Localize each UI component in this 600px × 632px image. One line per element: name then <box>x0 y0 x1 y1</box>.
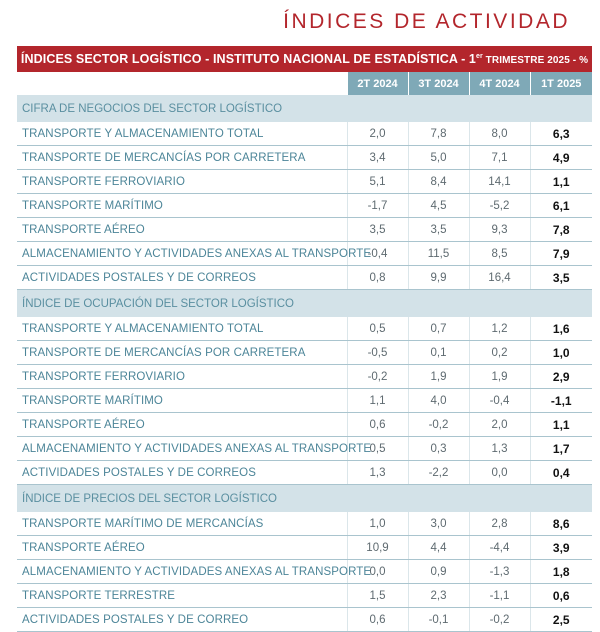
table-row <box>17 266 592 290</box>
table-row <box>17 317 592 341</box>
value-cell: 1,9 <box>408 365 469 389</box>
value-cell: -0,5 <box>347 341 408 365</box>
value-cell: 0,5 <box>347 317 408 341</box>
value-cell: 10,9 <box>347 536 408 560</box>
latest-value-cell: -1,1 <box>530 389 592 413</box>
value-cell: -0,2 <box>347 365 408 389</box>
value-cell: 14,1 <box>469 170 530 194</box>
value-cell: 1,0 <box>347 512 408 536</box>
value-cell: -4,4 <box>469 536 530 560</box>
value-cell: 0,6 <box>347 413 408 437</box>
row-label: TRANSPORTE MARÍTIMO <box>17 389 347 413</box>
value-cell: 0,8 <box>347 266 408 290</box>
latest-value-cell: 1,7 <box>530 437 592 461</box>
row-label: TRANSPORTE MARÍTIMO <box>17 194 347 218</box>
value-cell: -1,3 <box>469 560 530 584</box>
column-header-row <box>17 72 592 95</box>
value-cell: 3,0 <box>408 512 469 536</box>
indices-table <box>17 46 592 632</box>
row-label: ACTIVIDADES POSTALES Y DE CORREO <box>17 608 347 632</box>
value-cell: -0,4 <box>469 389 530 413</box>
table-row <box>17 536 592 560</box>
latest-value-cell: 1,1 <box>530 170 592 194</box>
table-row <box>17 413 592 437</box>
row-label: TRANSPORTE MARÍTIMO DE MERCANCÍAS <box>17 512 347 536</box>
table-row <box>17 170 592 194</box>
table-title-bar <box>17 46 592 72</box>
row-label: TRANSPORTE DE MERCANCÍAS POR CARRETERA <box>17 146 347 170</box>
row-label: ACTIVIDADES POSTALES Y DE CORREOS <box>17 461 347 485</box>
value-cell: 3,5 <box>408 218 469 242</box>
row-label: ALMACENAMIENTO Y ACTIVIDADES ANEXAS AL TRANSPORTE <box>17 242 347 266</box>
value-cell: -0,1 <box>408 608 469 632</box>
latest-value-cell: 7,9 <box>530 242 592 266</box>
column-header: 1T 2025 <box>530 72 592 95</box>
latest-value-cell: 1,6 <box>530 317 592 341</box>
value-cell: -2,2 <box>408 461 469 485</box>
table-row <box>17 560 592 584</box>
latest-value-cell: 6,1 <box>530 194 592 218</box>
column-header: 2T 2024 <box>347 72 408 95</box>
row-label: TRANSPORTE AÉREO <box>17 413 347 437</box>
table-row <box>17 512 592 536</box>
value-cell: 16,4 <box>469 266 530 290</box>
section-title: ÍNDICE DE PRECIOS DEL SECTOR LOGÍSTICO <box>17 485 592 513</box>
table-title: ÍNDICES SECTOR LOGÍSTICO - INSTITUTO NACIONAL DE ESTADÍSTICA - 1 <box>20 52 476 66</box>
table-title-suffix: TRIMESTRE 2025 - % <box>482 55 589 66</box>
table-title-superscript: er <box>475 52 483 60</box>
value-cell: 0,6 <box>347 608 408 632</box>
row-label: TRANSPORTE Y ALMACENAMIENTO TOTAL <box>17 122 347 146</box>
row-label: TRANSPORTE DE MERCANCÍAS POR CARRETERA <box>17 341 347 365</box>
value-cell: 1,9 <box>469 365 530 389</box>
table-row <box>17 218 592 242</box>
value-cell: 3,4 <box>347 146 408 170</box>
value-cell: 9,9 <box>408 266 469 290</box>
value-cell: 0,0 <box>469 461 530 485</box>
table-row <box>17 341 592 365</box>
value-cell: 0,9 <box>408 560 469 584</box>
value-cell: 2,3 <box>408 584 469 608</box>
value-cell: -0,2 <box>408 413 469 437</box>
value-cell: 1,3 <box>347 461 408 485</box>
latest-value-cell: 7,8 <box>530 218 592 242</box>
latest-value-cell: 1,1 <box>530 413 592 437</box>
row-label: TRANSPORTE FERROVIARIO <box>17 365 347 389</box>
value-cell: 4,4 <box>408 536 469 560</box>
section-header-row <box>17 95 592 122</box>
section-header-row <box>17 485 592 513</box>
value-cell: 1,3 <box>469 437 530 461</box>
table-row <box>17 437 592 461</box>
table-row <box>17 242 592 266</box>
latest-value-cell: 0,4 <box>530 461 592 485</box>
value-cell: -5,2 <box>469 194 530 218</box>
column-header: 4T 2024 <box>469 72 530 95</box>
value-cell: 7,1 <box>469 146 530 170</box>
value-cell: -0,2 <box>469 608 530 632</box>
value-cell: 8,4 <box>408 170 469 194</box>
table-row <box>17 461 592 485</box>
latest-value-cell: 2,5 <box>530 608 592 632</box>
value-cell: 2,0 <box>469 413 530 437</box>
value-cell: 1,2 <box>469 317 530 341</box>
value-cell: -1,7 <box>347 194 408 218</box>
row-label: ALMACENAMIENTO Y ACTIVIDADES ANEXAS AL TRANSPORTE <box>17 437 347 461</box>
column-header: 3T 2024 <box>408 72 469 95</box>
latest-value-cell: 4,9 <box>530 146 592 170</box>
value-cell: 9,3 <box>469 218 530 242</box>
latest-value-cell: 3,9 <box>530 536 592 560</box>
table-row <box>17 389 592 413</box>
value-cell: 0,3 <box>408 437 469 461</box>
value-cell: 0,1 <box>408 341 469 365</box>
value-cell: 0,5 <box>347 437 408 461</box>
value-cell: -1,1 <box>469 584 530 608</box>
table-row <box>17 146 592 170</box>
row-label: ACTIVIDADES POSTALES Y DE CORREOS <box>17 266 347 290</box>
column-header-blank <box>17 72 347 95</box>
table-row <box>17 365 592 389</box>
row-label: TRANSPORTE TERRESTRE <box>17 584 347 608</box>
value-cell: 11,5 <box>408 242 469 266</box>
row-label: TRANSPORTE FERROVIARIO <box>17 170 347 194</box>
latest-value-cell: 8,6 <box>530 512 592 536</box>
latest-value-cell: 1,8 <box>530 560 592 584</box>
value-cell: 5,0 <box>408 146 469 170</box>
value-cell: 3,5 <box>347 218 408 242</box>
section-title: ÍNDICE DE OCUPACIÓN DEL SECTOR LOGÍSTICO <box>17 290 592 318</box>
latest-value-cell: 1,0 <box>530 341 592 365</box>
row-label: TRANSPORTE AÉREO <box>17 218 347 242</box>
row-label: TRANSPORTE Y ALMACENAMIENTO TOTAL <box>17 317 347 341</box>
latest-value-cell: 6,3 <box>530 122 592 146</box>
section-header-row <box>17 290 592 318</box>
value-cell: 0,0 <box>347 560 408 584</box>
value-cell: 4,5 <box>408 194 469 218</box>
latest-value-cell: 0,6 <box>530 584 592 608</box>
latest-value-cell: 2,9 <box>530 365 592 389</box>
row-label: ALMACENAMIENTO Y ACTIVIDADES ANEXAS AL TRANSPORTE <box>17 560 347 584</box>
row-label: TRANSPORTE AÉREO <box>17 536 347 560</box>
value-cell: 2,0 <box>347 122 408 146</box>
section-title: CIFRA DE NEGOCIOS DEL SECTOR LOGÍSTICO <box>17 95 592 122</box>
value-cell: 7,8 <box>408 122 469 146</box>
table-row <box>17 584 592 608</box>
value-cell: 4,0 <box>408 389 469 413</box>
table-row <box>17 194 592 218</box>
value-cell: 8,0 <box>469 122 530 146</box>
value-cell: 0,7 <box>408 317 469 341</box>
value-cell: 1,1 <box>347 389 408 413</box>
latest-value-cell: 3,5 <box>530 266 592 290</box>
value-cell: 5,1 <box>347 170 408 194</box>
value-cell: 8,5 <box>469 242 530 266</box>
value-cell: 0,2 <box>469 341 530 365</box>
value-cell: -0,4 <box>347 242 408 266</box>
value-cell: 2,8 <box>469 512 530 536</box>
value-cell: 1,5 <box>347 584 408 608</box>
table-row <box>17 122 592 146</box>
page-title: ÍNDICES DE ACTIVIDAD <box>283 10 570 33</box>
